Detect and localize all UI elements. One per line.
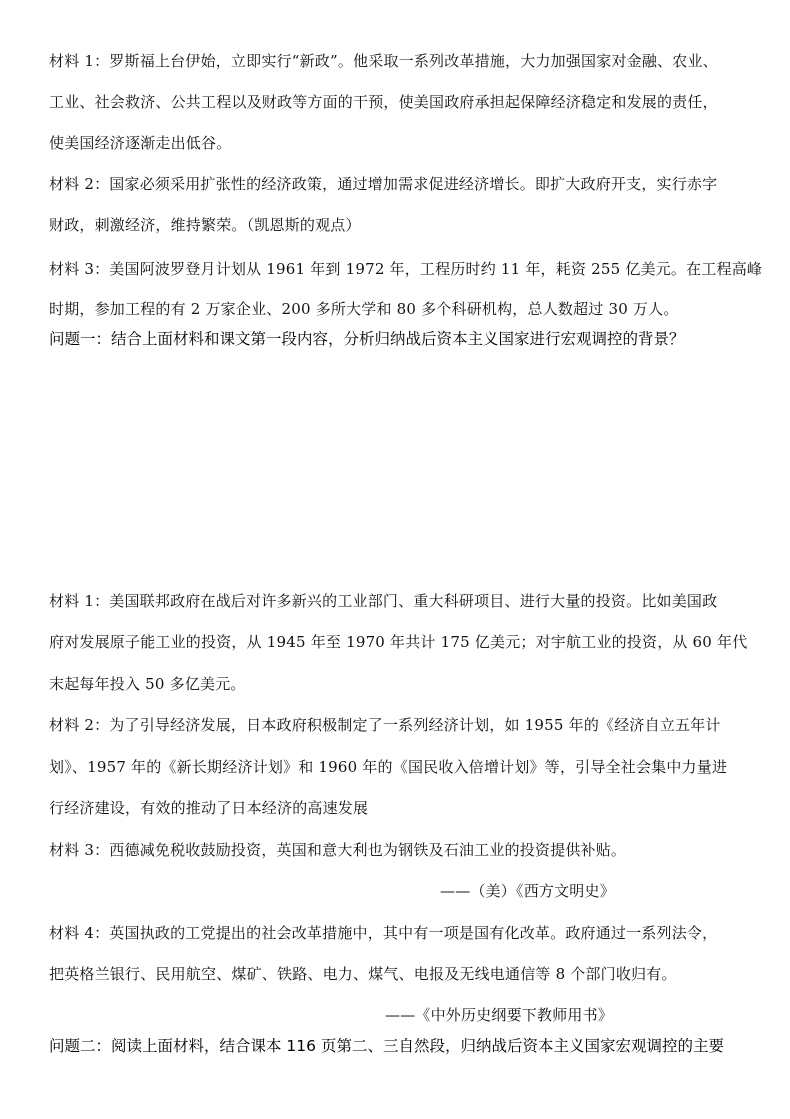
s2-material-2-line-1: 材料 2：为了引导经济发展，日本政府积极制定了一系列经济计划，如 1955 年的《经济自立五年计: [49, 716, 721, 734]
s2-material-4-line-1: 材料 4：英国执政的工党提出的社会改革措施中，其中有一项是国有化改革。政府通过一系列法令，: [49, 924, 718, 942]
s2-material-2-line-2: 划》、1957 年的《新长期经济计划》和 1960 年的《国民收入倍增计划》等，引导全社会集中力量进: [49, 758, 728, 776]
s2-material-3-line-1: 材料 3：西德减免税收鼓励投资，英国和意大利也为钢铁及石油工业的投资提供补贴。: [49, 841, 627, 859]
s2-material-1-line-3: 末起每年投入 50 多亿美元。: [49, 675, 246, 693]
s1-material-1-line-3: 使美国经济逐渐走出低谷。: [49, 134, 232, 152]
s1-material-2-line-1: 材料 2：国家必须采用扩张性的经济政策，通过增加需求促进经济增长。即扩大政府开支，实行赤字: [49, 175, 718, 193]
s1-material-1-line-2: 工业、社会救济、公共工程以及财政等方面的干预，使美国政府承担起保障经济稳定和发展的责任，: [49, 93, 718, 111]
s2-material-1-line-1: 材料 1：美国联邦政府在战后对许多新兴的工业部门、重大科研项目、进行大量的投资。比如美国政: [49, 592, 718, 610]
question-one: 问题一：结合上面材料和课文第一段内容，分析归纳战后资本主义国家进行宏观调控的背景？: [49, 330, 685, 348]
s2-material-3-source: ——（美）《西方文明史》: [440, 882, 615, 900]
s2-material-4-line-2: 把英格兰银行、民用航空、煤矿、铁路、电力、煤气、电报及无线电通信等 8 个部门收归有。: [49, 965, 677, 983]
s1-material-3-line-2: 时期，参加工程的有 2 万家企业、200 多所大学和 80 多个科研机构，总人数超过 30 万人。: [49, 300, 679, 318]
s2-material-4-source: ——《中外历史纲要下教师用书》: [385, 1006, 614, 1024]
s1-material-2-line-2: 财政，刺激经济，维持繁荣。（凯恩斯的观点）: [49, 216, 361, 234]
s1-material-1-line-1: 材料 1：罗斯福上台伊始，立即实行“新政”。他采取一系列改革措施，大力加强国家对金融、农业、: [49, 52, 718, 70]
s1-material-3-line-1: 材料 3：美国阿波罗登月计划从 1961 年到 1972 年，工程历时约 11 年，耗资 255 亿美元。在工程高峰: [49, 260, 763, 278]
question-two: 问题二：阅读上面材料，结合课本 116 页第二、三自然段，归纳战后资本主义国家宏观调控的主要: [49, 1037, 724, 1055]
s2-material-2-line-3: 行经济建设，有效的推动了日本经济的高速发展: [49, 799, 369, 817]
s2-material-1-line-2: 府对发展原子能工业的投资，从 1945 年至 1970 年共计 175 亿美元；对宇航工业的投资，从 60 年代: [49, 633, 748, 651]
